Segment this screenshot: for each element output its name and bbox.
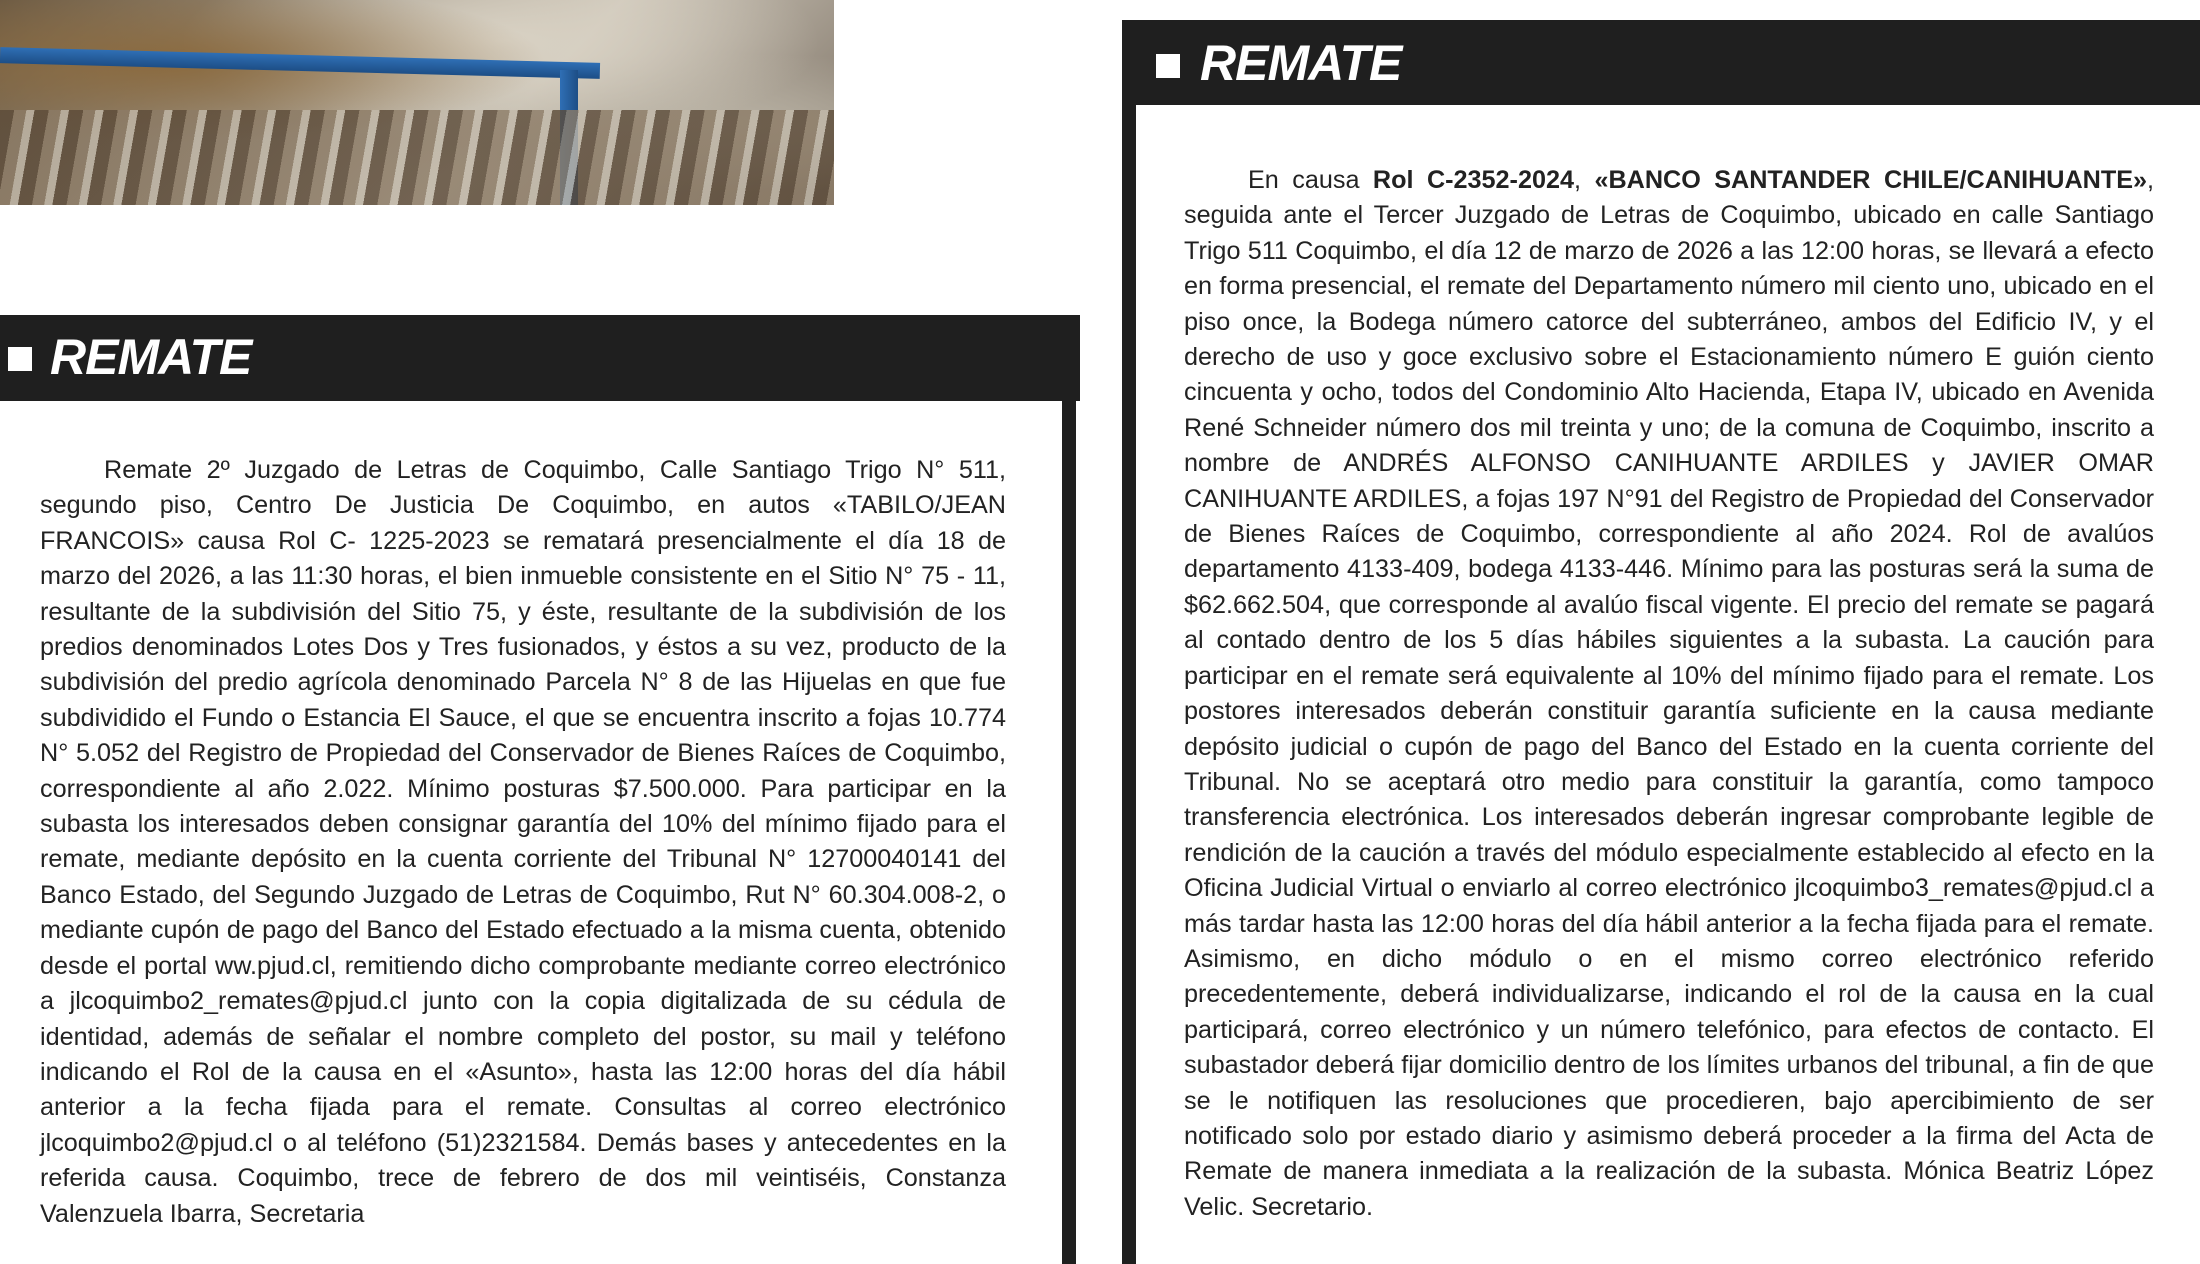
notice-border: [1122, 20, 1136, 1264]
bullet-square-icon: [1156, 54, 1180, 78]
notice-intro: En causa: [1248, 166, 1373, 194]
case-caratula: «BANCO SANTANDER CHILE/CANIHUANTE»: [1594, 166, 2148, 194]
separator: ,: [1573, 166, 1595, 194]
blue-pipe: [0, 47, 600, 79]
notice-title: REMATE: [50, 329, 252, 385]
notice-body: Remate 2º Juzgado de Letras de Coquimbo, Calle Santiago Trigo N° 511, segundo piso, Centro De Justicia De Coquimbo, en autos «TABILO/JEAN FRANCOIS» causa Rol C- 1225-2023 se rematará presencialmente el día 18 de marzo del 2026, a las 11:30 horas, el bien inmueble consistente en el Sitio N° 75 - 11, resultante de la subdivisión del Sitio 75, y éste, resultante de la subdivisión de los predios denominados Lotes Dos y Tres fusionados, y éstos a su vez, producto de la subdivisión del predio agrícola denominado Parcela N° 8 de las Hijuelas en que fue subdividido el Fundo o Estancia El Sauce, el que se encuentra inscrito a fojas 10.774 N° 5.052 del Registro de Propiedad del Conservador de Bienes Raíces de Coquimbo, correspondiente al año 2.022. Mínimo posturas $7.500.000. Para participar en la subasta los interesados deben consignar garantía del 10% del mínimo fijado para el remate, mediante depósito en la cuenta corriente del Tribunal N° 12700040141 del Banco Estado, del Segundo Juzgado de Letras de Coquimbo, Rut N° 60.304.008-2, o mediante cupón de pago del Banco del Estado efectuado a la misma cuenta, obtenido desde el portal ww.pjud.cl, remitiendo dicho comprobante mediante correo electrónico a jlcoquimbo2_remates@pjud.cl junto con la copia digitalizada de su cédula de identidad, además de señalar el nombre completo del postor, su mail y teléfono indicando el Rol de la causa en el «Asunto», hasta las 12:00 horas del día hábil anterior a la fecha fijada para el remate. Consultas al correo electrónico jlcoquimbo2@pjud.cl o al teléfono (51)2321584. Demás bases y antecedentes en la referida causa. Coquimbo, trece de febrero de dos mil veintiséis, Constanza Valenzuela Ibarra, Secretaria: [40, 456, 1006, 1228]
notice-text: , seguida ante el Tercer Juzgado de Letras de Coquimbo, ubicado en calle Santiago Trigo 511 Coquimbo, el día 12 de marzo de 2026 a las 12:00 horas, se llevará a efecto en forma presencial, el remate del Departamento número mil ciento uno, ubicado en el piso once, la Bodega número catorce del subterráneo, ambos del Edificio IV, y el derecho de uso y goce exclusivo sobre el Estacionamiento número E guión ciento cincuenta y ocho, todos del Condominio Alto Hacienda, Etapa IV, ubicado en Avenida René Schneider número dos mil treinta y uno; de la comuna de Coquimbo, inscrito a nombre de ANDRÉS ALFONSO CANIHUANTE ARDILES y JAVIER OMAR CANIHUANTE ARDILES, a fojas 197 N°91 del Registro de Propiedad del Conservador de Bienes Raíces de Coquimbo, correspondiente al año 2024. Rol de avalúos departamento 4133-409, bodega 4133-446. Mínimo para las posturas será la suma de $62.662.504, que corresponde al avalúo fiscal vigente. El precio del remate se pagará al contado dentro de los 5 días hábiles siguientes a la subasta. La caución para participar en el remate será equivalente al 10% del mínimo fijado para el remate. Los postores interesados deberán constituir garantía suficiente en la causa mediante depósito judicial o cupón de pago del Banco del Estado en la cuenta corriente del Tribunal. No se aceptará otro medio para constituir la garantía, como tampoco transferencia electrónica. Los interesados deberán ingresar comprobante legible de rendición de la caución a través del módulo especialmente establecido al efecto en la Oficina Judicial Virtual o enviarlo al correo electrónico jlcoquimbo3_remates@pjud.cl a más tardar hasta las 12:00 horas del día hábil anterior a la fecha fijada para el remate. Asimismo, en dicho módulo o en el mismo correo electrónico referido precedentemente, deberá individualizarse, indicando el rol de la causa en la cual participará, correo electrónico y un número telefónico, para efectos de contacto. El subastador deberá fijar domicilio dentro de los límites urbanos del tribunal, a fin de que se le notifiquen las resoluciones que procedieren, bajo apercibimiento de ser notificado solo por estado diario y asimismo deberá proceder a la firma del Acta de Remate de manera inmediata a la realización de la subasta. Mónica Beatriz López Velic. Secretario.: [1184, 166, 2155, 1221]
rubble-area: [0, 110, 834, 205]
remate-notice-right: [1122, 20, 2200, 1264]
notice-title: REMATE: [1200, 35, 1402, 91]
notice-body: [1184, 163, 2154, 1225]
notice-header: [1122, 20, 2200, 105]
remate-notice-left: [0, 315, 1080, 1264]
construction-photo: [0, 0, 834, 205]
notice-border: [1062, 315, 1076, 1264]
bullet-square-icon: [8, 347, 32, 371]
case-rol: Rol C-2352-2024: [1372, 166, 1574, 194]
notice-header: [0, 315, 1080, 401]
